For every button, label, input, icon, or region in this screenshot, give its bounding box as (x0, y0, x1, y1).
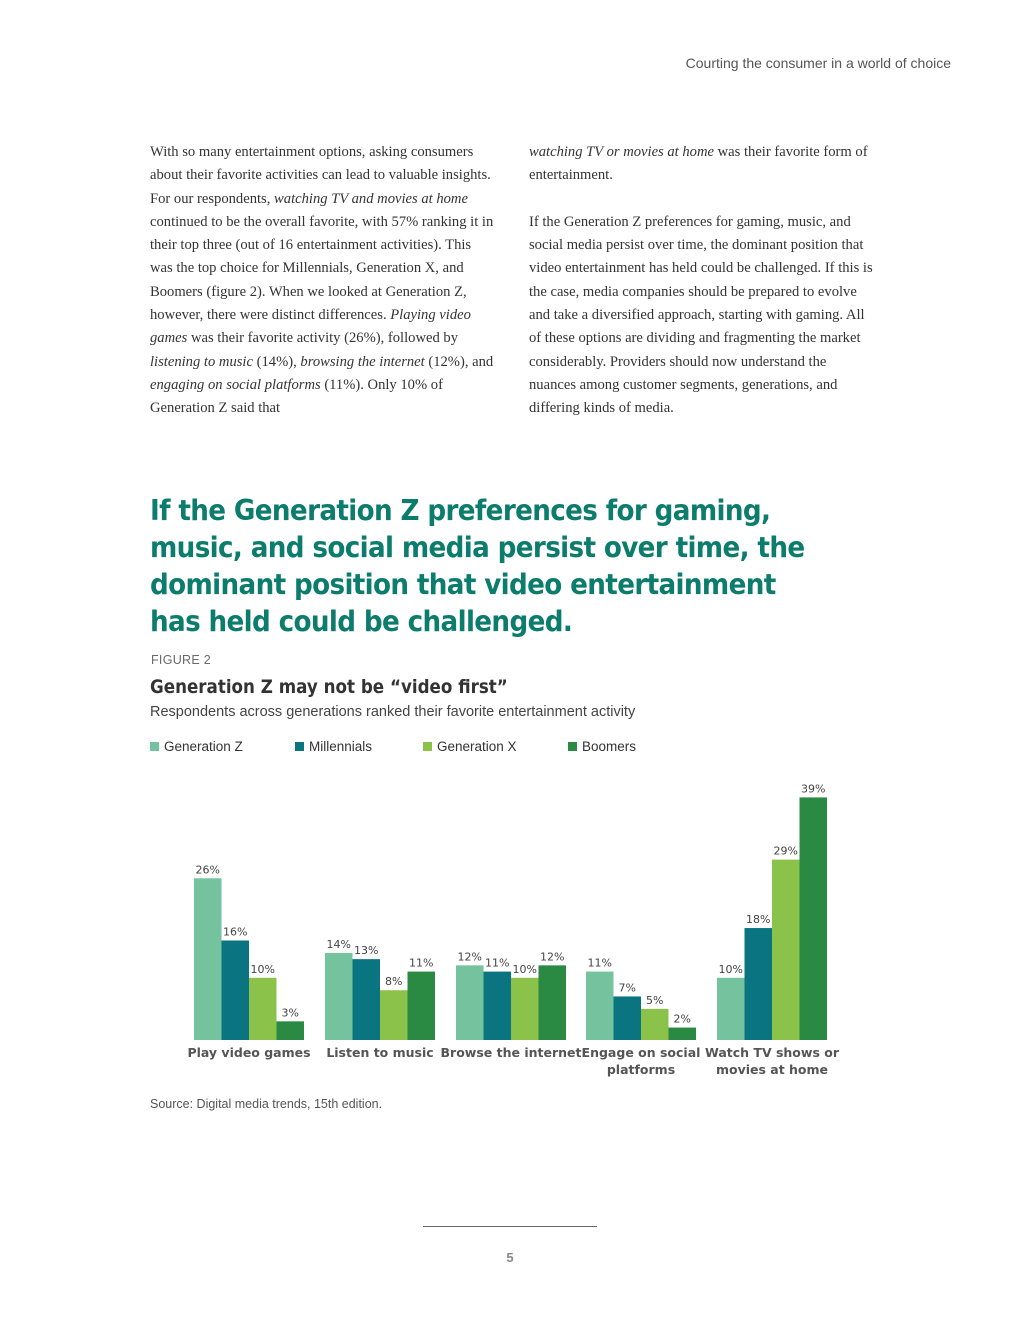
pull-quote: If the Generation Z preferences for gaming, music, and social media persist over time, the dominant position that video entertainment has held could be challenged. (150, 494, 805, 638)
body-text: was their favorite activity (26%), followed by (187, 330, 459, 347)
figure-source: Source: Digital media trends, 15th edition. (150, 1097, 383, 1111)
body-text: continued to be the overall favorite, with 57% ranking it in their top three (out of 16 entertainment activities). This was the top choice for Millennials, Generation X, and Boomers (figure 2). When we looked at Generation Z, however, there were distinct differences. (150, 213, 494, 324)
bar-value-label: 10% (512, 962, 537, 976)
category-label: platforms (606, 1062, 676, 1077)
body-text: With so many entertainment options, asking consumers about their favorite activities can lead to valuable insights. For our respondents, (150, 144, 491, 207)
bar-generation-x-browse-the-internet (511, 978, 539, 1040)
footer-divider (423, 1226, 597, 1227)
italic-phrase: listening to music (150, 353, 253, 370)
bar-value-label: 11% (587, 956, 612, 970)
figure-label: FIGURE 2 (151, 653, 212, 667)
bar-generation-x-engage-on-social-platforms (641, 1009, 669, 1040)
legend-label: Boomers (582, 739, 637, 754)
body-text: (14%), (252, 353, 301, 370)
bar-value-label: 29% (773, 844, 798, 858)
bar-value-label: 12% (457, 950, 482, 964)
bar-generation-z-engage-on-social-platforms (586, 972, 614, 1040)
bar-value-label: 12% (540, 950, 565, 964)
bar-value-label: 8% (385, 975, 403, 989)
bar-value-label: 10% (250, 962, 275, 976)
bar-boomers-play-video-games (277, 1021, 305, 1040)
bar-generation-x-watch-tv-shows-or-movies-at-home (772, 860, 800, 1040)
italic-phrase: watching TV or movies at home (529, 144, 714, 160)
bar-millennials-watch-tv-shows-or-movies-at-home (745, 928, 773, 1040)
italic-phrase: engaging on social platforms (150, 376, 321, 393)
bar-generation-z-watch-tv-shows-or-movies-at-home (717, 978, 745, 1040)
category-label: Listen to music (326, 1045, 434, 1060)
body-paragraph: If the Generation Z preferences for gaming, music, and social media persist over time, the dominant position that video entertainment has held could be challenged. If this is the case, media companies should be prepared to evolve and take a diversified approach, starting with gaming. All of these options are dividing and fragmenting the market considerably. Providers should now understand the nuances among customer segments, generations, and differing kinds of media. (529, 213, 873, 417)
bar-value-label: 13% (354, 944, 379, 958)
bar-generation-z-play-video-games (194, 878, 222, 1040)
bar-value-label: 11% (485, 956, 510, 970)
bar-value-label: 26% (195, 863, 220, 877)
body-text: (12%), and (424, 353, 494, 370)
italic-phrase: watching TV and movies at home (274, 190, 468, 207)
figure-subtitle: Respondents across generations ranked their favorite entertainment activity (150, 704, 636, 720)
legend-label: Millennials (309, 739, 373, 754)
bar-boomers-engage-on-social-platforms (669, 1028, 697, 1040)
bar-millennials-play-video-games (222, 940, 250, 1040)
bar-generation-z-browse-the-internet (456, 965, 484, 1040)
category-label: Watch TV shows or (705, 1045, 839, 1060)
bar-value-label: 11% (409, 956, 434, 970)
bar-boomers-browse-the-internet (539, 965, 567, 1040)
bar-value-label: 16% (223, 925, 248, 939)
bar-value-label: 5% (646, 993, 664, 1007)
bar-generation-x-listen-to-music (380, 990, 408, 1040)
bar-value-label: 10% (718, 962, 743, 976)
bar-boomers-watch-tv-shows-or-movies-at-home (800, 797, 828, 1040)
figure-title: Generation Z may not be “video first” (150, 676, 508, 698)
bar-millennials-browse-the-internet (484, 972, 512, 1040)
bar-value-label: 2% (673, 1012, 691, 1026)
category-label: Browse the internet (440, 1045, 582, 1060)
category-label: movies at home (715, 1062, 829, 1077)
bar-value-label: 39% (801, 782, 826, 796)
italic-phrase: Playing video games (150, 307, 471, 347)
legend-label: Generation X (437, 739, 517, 754)
bar-millennials-engage-on-social-platforms (614, 996, 642, 1040)
bar-value-label: 18% (746, 913, 771, 927)
legend-label: Generation Z (164, 739, 243, 754)
italic-phrase: browsing the internet (300, 353, 425, 370)
bar-boomers-listen-to-music (408, 972, 436, 1040)
category-label: Play video games (187, 1045, 311, 1060)
bar-value-label: 7% (618, 981, 636, 995)
bar-generation-x-play-video-games (249, 978, 277, 1040)
category-label: Engage on social (581, 1045, 701, 1060)
body-text: (11%). Only 10% of Generation Z said that (150, 376, 443, 417)
page-number: 5 (506, 1250, 514, 1265)
bar-value-label: 3% (281, 1006, 299, 1020)
bar-value-label: 14% (326, 937, 351, 951)
bar-generation-z-listen-to-music (325, 953, 353, 1040)
body-text: was their favorite form of entertainment. (529, 144, 868, 184)
running-header: Courting the consumer in a world of choice (685, 55, 951, 71)
bar-millennials-listen-to-music (353, 959, 381, 1040)
